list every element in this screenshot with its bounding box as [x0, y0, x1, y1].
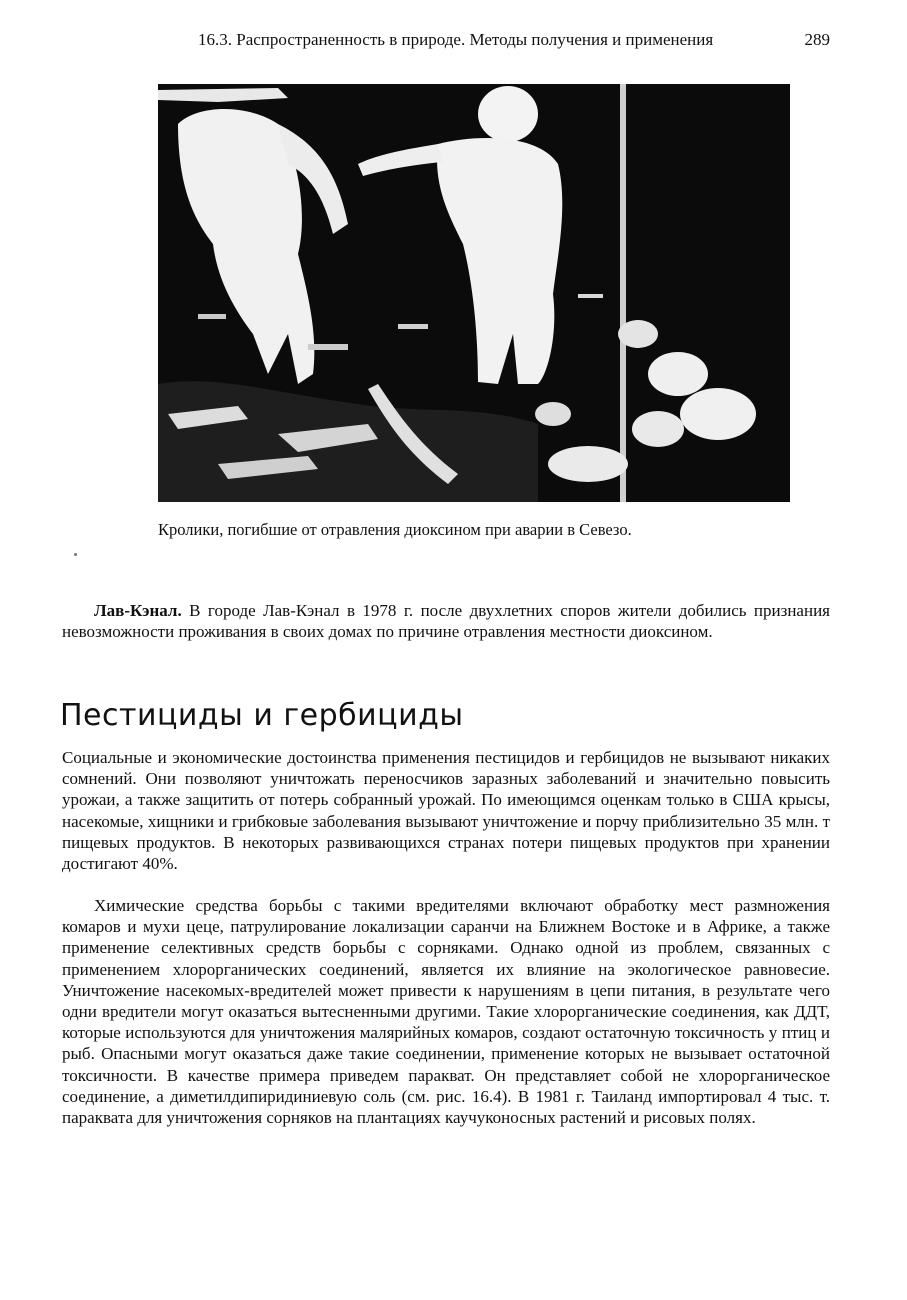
section-heading: Пестициды и гербициды	[60, 698, 464, 733]
stray-mark	[74, 553, 77, 556]
figure-caption: Кролики, погибшие от отравления диоксином при аварии в Севезо.	[158, 520, 632, 539]
love-canal-text: В городе Лав-Кэнал в 1978 г. после двухлетних споров жители добились признания невозможности проживания в своих домах по причине отравления местности диоксином.	[62, 601, 830, 642]
page-number: 289	[804, 30, 830, 49]
love-canal-lead: Лав-Кэнал.	[94, 601, 182, 620]
section-title: 16.3. Распространенность в природе. Методы получения и применения	[198, 30, 714, 49]
body-paragraph: Химические средства борьбы с такими вредителями включают обработку мест размножения комаров и мухи цеце, патрулирование локализации саранчи на Ближнем Востоке и в Африке, а также применение селективных средств борьбы с сорняками. Однако одной из проблем, связанных с применением хлорорганических соединений, является их влияние на экологическое равновесие. Уничтожение насекомых-вредителей может привести к нарушениям в цепи питания, в результате чего одни вредители могут оказаться вытесненными другими. Такие хлорорганические соединения, как ДДТ, которые используются для уничтожения малярийных комаров, создают остаточную токсичность у птиц и рыб. Опасными могут оказаться даже такие соединении, применение которых не вызывает остаточной токсичности. В качестве примера приведем паракват. Он представляет собой не хлорорганическое соединение, а диметилдипиридиниевую соль (см. рис. 16.4). В 1981 г. Таиланд импортировал 4 тыс. т. параквата для уничтожения сорняков на плантациях каучуконосных растений и рисовых полях.	[62, 896, 830, 1128]
photo-figure	[158, 84, 790, 502]
running-header	[198, 30, 830, 50]
dioxin-photo-illustration	[158, 84, 790, 502]
love-canal-paragraph	[62, 600, 830, 642]
body-paragraph: Социальные и экономические достоинства применения пестицидов и гербицидов не вызывают никаких сомнений. Они позволяют уничтожать переносчиков заразных заболеваний и значительно повысить урожаи, а также защитить от потерь собранный урожай. По имеющимся оценкам только в США крысы, насекомые, хищники и грибковые заболевания вызывают уничтожение и порчу приблизительно 35 млн. т пищевых продуктов. В некоторых развивающихся странах потери пищевых продуктов при хранении достигают 40%.	[62, 748, 830, 874]
